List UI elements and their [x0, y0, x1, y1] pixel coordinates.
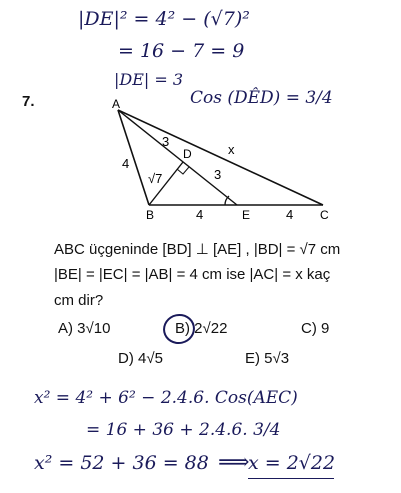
result-underline	[248, 478, 334, 479]
handwritten-bottom-line-3: x² = 52 + 36 = 88	[34, 452, 209, 474]
option-d[interactable]: D) 4√5	[118, 350, 163, 367]
label-EC: 4	[286, 207, 294, 222]
option-a[interactable]: A) 3√10	[58, 320, 111, 337]
label-A: A	[112, 97, 121, 111]
handwritten-cos-note: Cos (DÊD) = 3/4	[190, 88, 333, 108]
option-c[interactable]: C) 9	[301, 320, 330, 337]
arrow-implies-icon: ⟹	[218, 450, 250, 475]
handwritten-line-2: = 16 − 7 = 9	[118, 40, 245, 62]
label-D: D	[183, 147, 192, 161]
label-DE: 3	[214, 167, 222, 182]
option-b[interactable]: B) 2√22	[175, 320, 228, 337]
label-E: E	[242, 208, 251, 222]
question-text-line-3: cm dir?	[54, 292, 104, 309]
label-C: C	[320, 208, 329, 222]
handwritten-bottom-line-1: x² = 4² + 6² − 2.4.6. Cos(AEC)	[34, 388, 298, 408]
handwritten-line-3: |DE| = 3	[114, 70, 184, 89]
handwritten-bottom-line-2: = 16 + 36 + 2.4.6. 3/4	[86, 420, 281, 440]
option-e[interactable]: E) 5√3	[245, 350, 290, 367]
angle-arc-E	[225, 196, 229, 205]
label-AC: x	[228, 142, 235, 157]
triangle-figure	[0, 0, 401, 240]
option-b-circle-mark	[160, 311, 198, 347]
handwritten-result: x = 2√22	[248, 452, 336, 474]
label-AB: 4	[122, 156, 130, 171]
label-BE: 4	[196, 207, 204, 222]
handwritten-line-1: |DE|² = 4² − (√7)²	[78, 8, 250, 30]
label-B: B	[146, 208, 155, 222]
question-text-line-1: ABC üçgeninde [BD] ⊥ [AE] , |BD| = √7 cm	[54, 241, 341, 258]
label-AD: 3	[162, 134, 170, 149]
side-AC	[118, 110, 323, 205]
question-text-line-2: |BE| = |EC| = |AB| = 4 cm ise |AC| = x kaç	[54, 266, 331, 283]
question-number: 7.	[22, 93, 35, 110]
label-BD: √7	[148, 171, 163, 186]
